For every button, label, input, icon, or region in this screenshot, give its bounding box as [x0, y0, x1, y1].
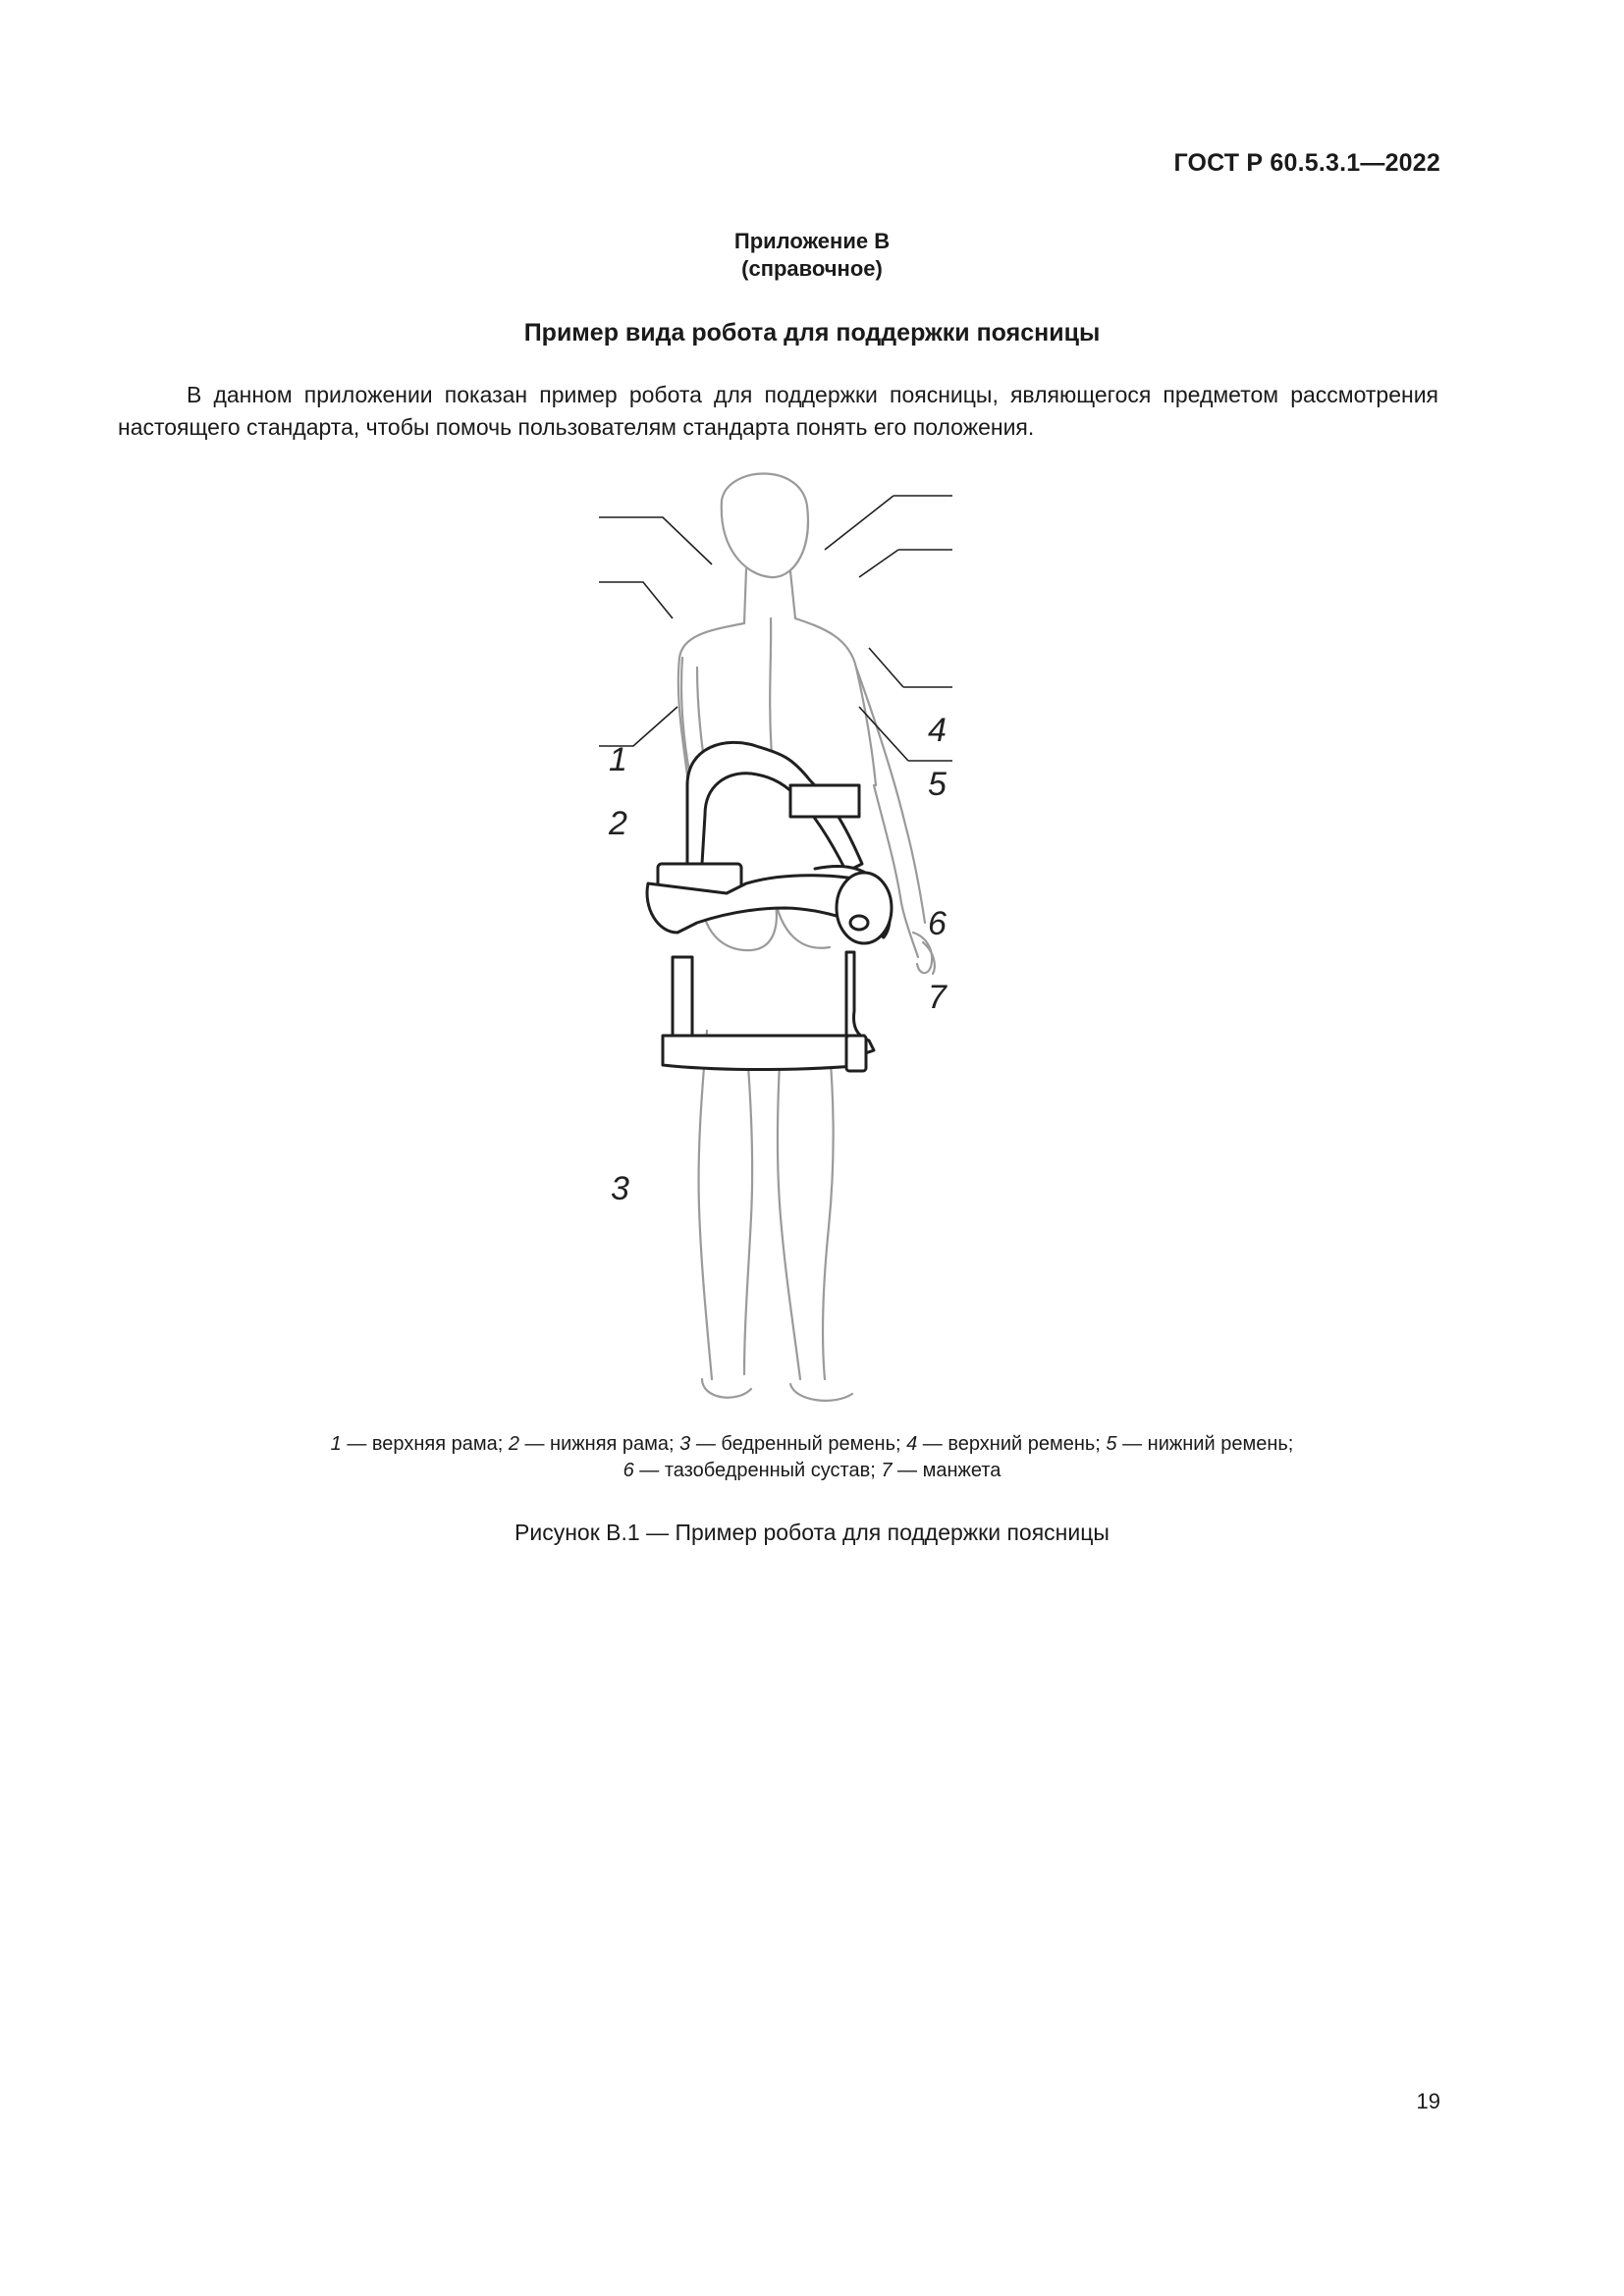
callout-7: 7 — [928, 979, 947, 1016]
callout-3: 3 — [611, 1170, 629, 1207]
mannequin-head — [722, 474, 808, 578]
legend-text-1: — верхняя рама; — [341, 1433, 509, 1455]
leader-line-2 — [599, 582, 673, 618]
leader-line-5 — [859, 550, 952, 577]
hip-joint-inner — [850, 916, 868, 930]
legend-line-1 — [0, 1431, 1624, 1458]
legend-num-7: 7 — [881, 1460, 893, 1481]
leader-line-6 — [869, 648, 952, 687]
section-title: Пример вида робота для поддержки поясницы — [523, 319, 1101, 347]
intro-paragraph: В данном приложении показан пример робота для поддержки поясницы, являющегося предметом рассмотрения настоящего стандарта, чтобы помочь пользователям стандарта понять его положения. — [118, 382, 1438, 440]
legend-num-6: 6 — [623, 1460, 634, 1481]
callout-4: 4 — [928, 712, 947, 749]
legend-num-1: 1 — [330, 1433, 342, 1455]
figure-legend — [0, 1431, 1624, 1484]
page-number: 19 — [1416, 2089, 1440, 2113]
figure-caption: Рисунок В.1 — Пример робота для поддержки поясницы — [514, 1520, 1110, 1545]
mannequin-left-leg — [699, 1031, 753, 1379]
legend-text-5: — нижний ремень; — [1116, 1433, 1294, 1455]
leader-line-4 — [825, 496, 952, 550]
mannequin-feet — [702, 1379, 852, 1401]
mannequin-spine — [770, 618, 772, 756]
document-code: ГОСТ Р 60.5.3.1—2022 — [1173, 149, 1440, 177]
legend-text-4: — верхний ремень; — [917, 1433, 1107, 1455]
leader-line-3 — [599, 707, 677, 746]
legend-num-4: 4 — [906, 1433, 918, 1455]
cuff — [846, 1036, 866, 1071]
mannequin-right-leg — [778, 1041, 834, 1379]
annex-status: (справочное) — [741, 256, 883, 281]
figure-robot-illustration — [589, 461, 982, 1404]
thigh-belt — [663, 1036, 864, 1070]
legend-text-2: — нижняя рама; — [518, 1433, 680, 1455]
hip-joint — [837, 873, 892, 943]
left-thigh-strut — [673, 957, 692, 1036]
upper-belt — [790, 785, 859, 817]
callout-2: 2 — [609, 805, 627, 842]
legend-line-2 — [0, 1458, 1624, 1484]
legend-text-6: — тазобедренный сустав; — [633, 1460, 882, 1481]
callout-6: 6 — [928, 905, 947, 942]
legend-text-7: — манжета — [892, 1460, 1001, 1481]
callout-5: 5 — [928, 766, 947, 803]
annex-heading — [0, 228, 1624, 283]
leader-line-1 — [599, 517, 712, 564]
legend-text-3: — бедренный ремень; — [690, 1433, 907, 1455]
legend-num-2: 2 — [508, 1433, 519, 1455]
legend-num-5: 5 — [1106, 1433, 1117, 1455]
legend-num-3: 3 — [679, 1433, 691, 1455]
annex-title: Приложение В — [733, 229, 891, 253]
robot-figure-drawing — [589, 461, 982, 1404]
callout-1: 1 — [609, 741, 627, 778]
